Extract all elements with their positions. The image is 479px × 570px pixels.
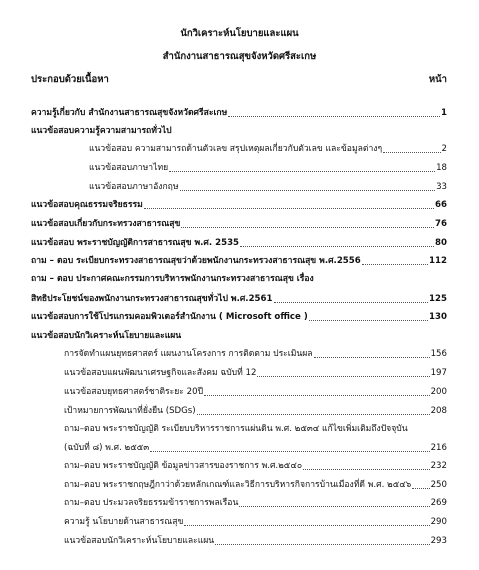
toc-entry: ความรู้เกี่ยวกับ สำนักงานสาธารณสุขจังหวัดศรีสะเกษ 1 [31,108,447,118]
toc-entry: แนวข้อสอบนักวิเคราะห์นโยบายและแผน 293 [64,536,447,546]
toc-entry: แนวข้อสอบเกี่ยวกับกระทรวงสาธารณสุข 76 [31,219,447,229]
toc-entry: แนวข้อสอบภาษาอังกฤษ 33 [89,182,447,192]
toc-entry: (ฉบับที่ ๘) พ.ศ. ๒๕๕๓ 216 [64,443,447,453]
toc-entry: การจัดทำแผนยุทธศาสตร์ แผนงานโครงการ การติดตาม ประเมินผล 156 [64,349,447,359]
toc-entry: ถาม–ตอบ ประมวลจริยธรรมข้าราชการพลเรือน 269 [64,498,447,508]
toc-entry: ถาม – ตอบ ประกาศคณะกรรมการบริหารพนักงานกระทรวงสาธารณสุข เรื่อง [31,274,314,284]
toc-entry: ถาม – ตอบ ระเบียบกระทรวงสาธารณสุขว่าด้วยพนักงานกระทรวงสาธารณสุข พ.ศ.2556 112 [31,256,447,266]
toc-entry: แนวข้อสอบ พระราชบัญญัติการสาธารณสุข พ.ศ. 2535 80 [31,238,447,248]
toc-entry: ถาม–ตอบ พระราชบัญญัติ ข้อมูลข่าวสารของราชการ พ.ศ.๒๕๔๐ 232 [64,461,447,471]
toc-entry: แนวข้อสอบภาษาไทย 18 [89,163,447,173]
page-title: นักวิเคราะห์นโยบายและแผน [180,28,299,39]
toc-entry: ถาม–ตอบ พระราชบัญญัติ ระเบียบบริหารราชการแผ่นดิน พ.ศ. ๒๕๓๔ แก้ไขเพิ่มเติมถึงปัจจุบัน [64,424,408,434]
toc-entry: สิทธิประโยชน์ของพนักงานกระทรวงสาธารณสุขทั่วไป พ.ศ.2561 125 [31,294,447,304]
contents-header: ประกอบด้วยเนื้อหา [31,74,109,85]
toc-entry: ความรู้ นโยบายด้านสาธารณสุข 290 [64,517,447,527]
toc-entry: แนวข้อสอบ ความสามารถด้านตัวเลข สรุปเหตุผลเกี่ยวกับตัวเลข และข้อมูลต่างๆ 2 [89,144,447,154]
toc-section-heading: แนวข้อสอบนักวิเคราะห์นโยบายและแผน [31,331,182,341]
toc-entry: แนวข้อสอบการใช้โปรแกรมคอมพิวเตอร์สำนักงาน ( Microsoft office ) 130 [31,312,447,322]
toc-entry: แนวข้อสอบคุณธรรมจริยธรรม 66 [31,200,447,210]
toc-entry: แนวข้อสอบยุทธศาสตร์ชาติระยะ 20ปี 200 [64,387,447,397]
page-number-header: หน้า [428,74,447,85]
toc-entry: ถาม–ตอบ พระราชกฤษฎีกาว่าด้วยหลักเกณฑ์และวิธีการบริหารกิจการบ้านเมืองที่ดี พ.ศ. ๒๕๔๖ 250 [64,480,447,490]
page-subtitle: สำนักงานสาธารณสุขจังหวัดศรีสะเกษ [162,51,317,62]
toc-entry: เป้าหมายการพัฒนาที่ยั่งยืน (SDGs) 208 [64,406,447,416]
toc-section-heading: แนวข้อสอบความรู้ความสามารถทั่วไป [31,126,172,136]
toc-entry: แนวข้อสอบแผนพัฒนาเศรษฐกิจและสังคม ฉบับที่ 12 197 [64,368,447,378]
